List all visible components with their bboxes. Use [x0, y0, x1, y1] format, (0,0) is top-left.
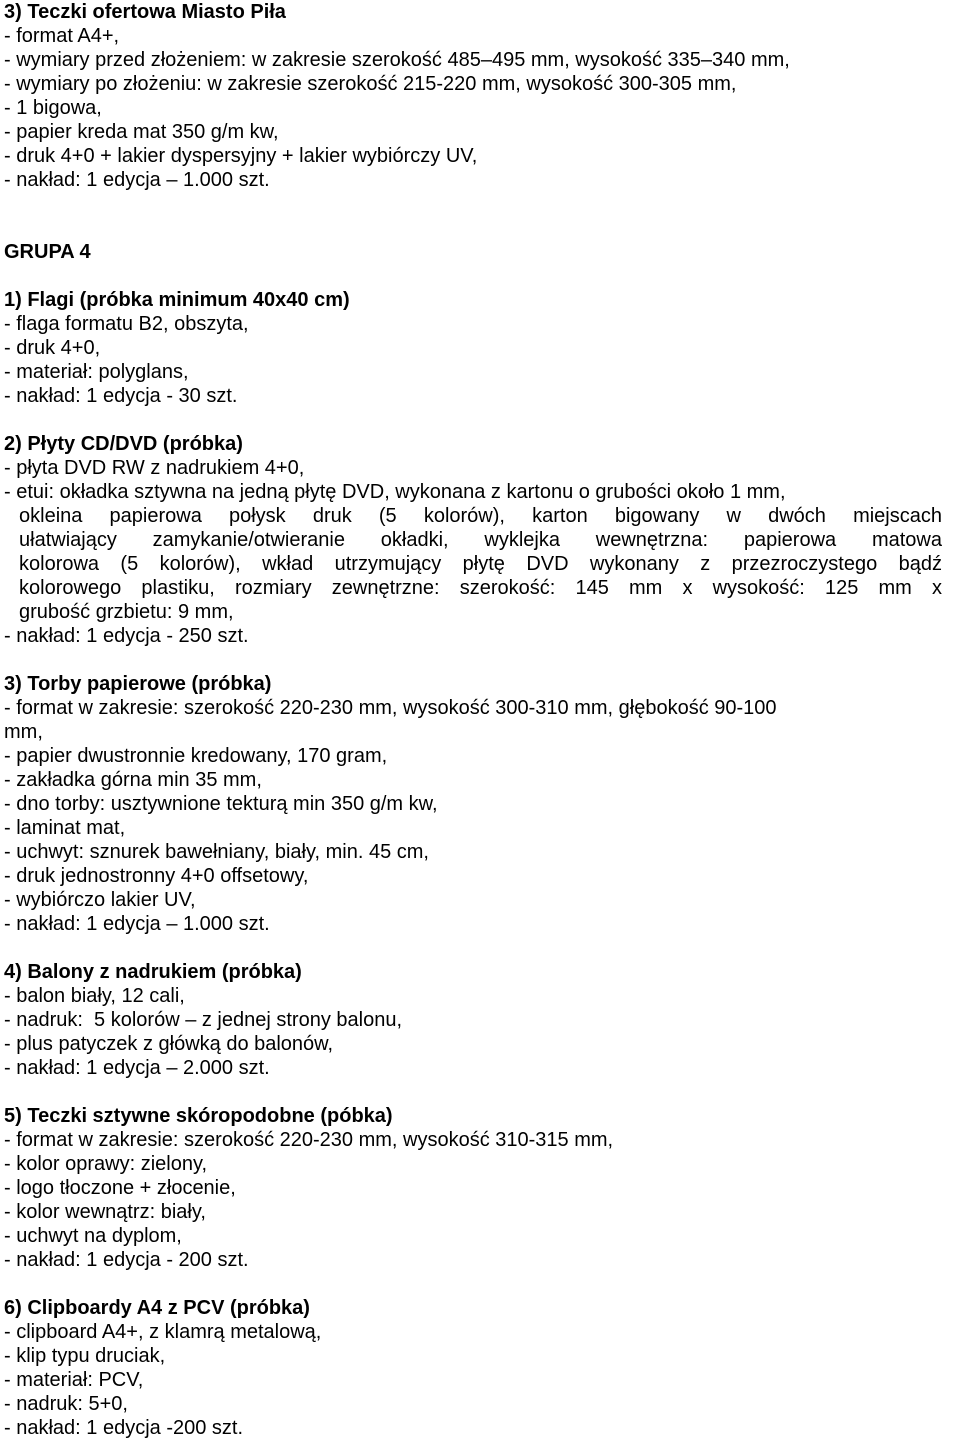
spec-line: - clipboard A4+, z klamrą metalową,: [4, 1321, 322, 1343]
spec-line: - wymiary przed złożeniem: w zakresie szerokość 485–495 mm, wysokość 335–340 mm,: [4, 49, 790, 71]
spec-line: - wybiórczo lakier UV,: [4, 889, 196, 911]
spec-line: - laminat mat,: [4, 817, 126, 839]
spec-line: - nakład: 1 edycja – 1.000 szt.: [4, 913, 270, 935]
group-heading: GRUPA 4: [4, 241, 91, 263]
spec-line: - nakład: 1 edycja – 1.000 szt.: [4, 169, 270, 191]
spec-line: mm,: [4, 721, 43, 743]
spec-line: - nakład: 1 edycja - 30 szt.: [4, 385, 238, 407]
spec-line: - nadruk: 5+0,: [4, 1393, 128, 1415]
spec-continuation-line: okleina papierowa połysk druk (5 kolorów), karton bigowany w dwóch miejscach: [19, 505, 942, 527]
spec-line: - format w zakresie: szerokość 220-230 mm, wysokość 310-315 mm,: [4, 1129, 614, 1151]
spec-line: - klip typu druciak,: [4, 1345, 166, 1367]
spec-line: - format w zakresie: szerokość 220-230 mm, wysokość 300-310 mm, głębokość 90-100: [4, 697, 777, 719]
spec-line: - papier dwustronnie kredowany, 170 gram,: [4, 745, 388, 767]
spec-line: - kolor oprawy: zielony,: [4, 1153, 208, 1175]
spec-line: - materiał: PCV,: [4, 1369, 144, 1391]
section-title-teczki-sztywne: 5) Teczki sztywne skóropodobne (póbka): [4, 1105, 393, 1127]
section-title-balony: 4) Balony z nadrukiem (próbka): [4, 961, 302, 983]
section-title-teczki-ofertowa: 3) Teczki ofertowa Miasto Piła: [4, 1, 286, 23]
spec-continuation-line: grubość grzbietu: 9 mm,: [19, 601, 234, 623]
spec-line: - format A4+,: [4, 25, 120, 47]
spec-line: - płyta DVD RW z nadrukiem 4+0,: [4, 457, 305, 479]
section-title-clipboardy: 6) Clipboardy A4 z PCV (próbka): [4, 1297, 310, 1319]
spec-line: - flaga formatu B2, obszyta,: [4, 313, 249, 335]
spec-line: - zakładka górna min 35 mm,: [4, 769, 262, 791]
spec-line: - etui: okładka sztywna na jedną płytę DVD, wykonana z kartonu o grubości około 1 mm,: [4, 481, 786, 503]
spacer: [4, 264, 956, 288]
section-title-torby: 3) Torby papierowe (próbka): [4, 673, 272, 695]
spec-line: - plus patyczek z główką do balonów,: [4, 1033, 334, 1055]
spacer: [4, 1272, 956, 1296]
spacer: [4, 1080, 956, 1104]
section-title-flagi: 1) Flagi (próbka minimum 40x40 cm): [4, 289, 350, 311]
spec-line: - 1 bigowa,: [4, 97, 102, 119]
spec-line: - kolor wewnątrz: biały,: [4, 1201, 206, 1223]
spec-line: - materiał: polyglans,: [4, 361, 189, 383]
spec-line: - logo tłoczone + złocenie,: [4, 1177, 236, 1199]
spec-continuation-line: kolorowa (5 kolorów), wkład utrzymujący płytę DVD wykonany z przezroczystego bądź: [19, 553, 942, 575]
spec-line: - druk jednostronny 4+0 offsetowy,: [4, 865, 309, 887]
spacer: [4, 192, 956, 240]
spec-line: - druk 4+0 + lakier dyspersyjny + lakier wybiórczy UV,: [4, 145, 478, 167]
spec-line: - nakład: 1 edycja -200 szt.: [4, 1417, 244, 1439]
spec-line: - nakład: 1 edycja - 250 szt.: [4, 625, 249, 647]
spec-line: - druk 4+0,: [4, 337, 101, 359]
section-title-plyty: 2) Płyty CD/DVD (próbka): [4, 433, 243, 455]
spec-continuation-line: ułatwiający zamykanie/otwieranie okładki, wyklejka wewnętrzna: papierowa matowa: [19, 529, 942, 551]
spec-line: - papier kreda mat 350 g/m kw,: [4, 121, 279, 143]
spec-line: - wymiary po złożeniu: w zakresie szerokość 215-220 mm, wysokość 300-305 mm,: [4, 73, 737, 95]
spec-line: - nakład: 1 edycja - 200 szt.: [4, 1249, 249, 1271]
spec-line: - nakład: 1 edycja – 2.000 szt.: [4, 1057, 270, 1079]
spec-continuation-line: kolorowego plastiku, rozmiary zewnętrzne: szerokość: 145 mm x wysokość: 125 mm x: [19, 577, 942, 599]
spacer: [4, 648, 956, 672]
spec-continuation-block: [4, 504, 942, 624]
spec-line: - dno torby: usztywnione tekturą min 350 g/m kw,: [4, 793, 438, 815]
spec-line: - nadruk: 5 kolorów – z jednej strony balonu,: [4, 1009, 402, 1031]
spacer: [4, 408, 956, 432]
spec-line: - uchwyt na dyplom,: [4, 1225, 182, 1247]
spacer: [4, 936, 956, 960]
spec-line: - balon biały, 12 cali,: [4, 985, 185, 1007]
spec-line: - uchwyt: sznurek bawełniany, biały, min. 45 cm,: [4, 841, 429, 863]
